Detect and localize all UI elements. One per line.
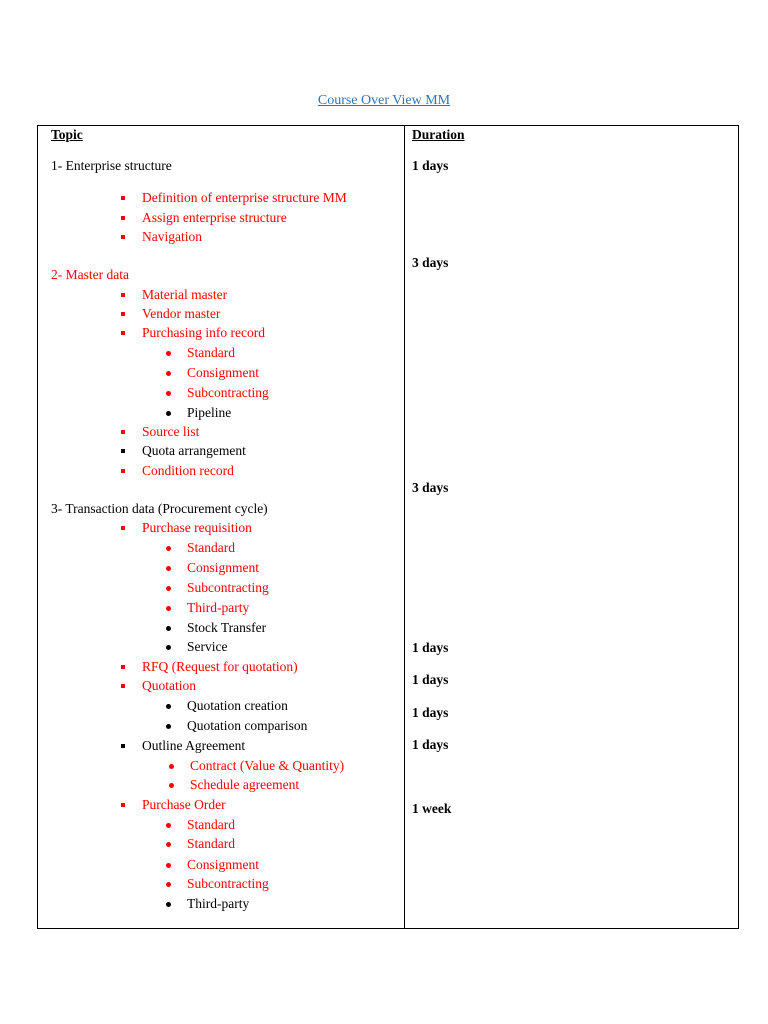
list-item: Condition record bbox=[142, 463, 234, 478]
list-item: Vendor master bbox=[142, 306, 221, 321]
duration-value: 3 days bbox=[412, 255, 449, 270]
dot-bullet-icon bbox=[169, 764, 174, 769]
column-divider bbox=[404, 125, 405, 929]
list-item: Schedule agreement bbox=[190, 777, 300, 792]
list-item: Contract (Value & Quantity) bbox=[190, 758, 345, 773]
section-heading: 2- Master data bbox=[51, 267, 129, 282]
duration-value: 1 days bbox=[412, 705, 449, 720]
section-heading: 3- Transaction data (Procurement cycle) bbox=[51, 501, 268, 516]
dot-bullet-icon bbox=[166, 626, 171, 631]
section-heading: 1- Enterprise structure bbox=[51, 158, 172, 173]
duration-value: 1 days bbox=[412, 737, 449, 752]
list-item: Standard bbox=[187, 345, 235, 360]
dot-bullet-icon bbox=[166, 863, 171, 868]
duration-value: 1 days bbox=[412, 672, 449, 687]
list-item: Consignment bbox=[187, 365, 260, 380]
square-bullet-icon bbox=[121, 665, 125, 669]
square-bullet-icon bbox=[121, 331, 125, 335]
list-item: Quotation creation bbox=[187, 698, 288, 713]
list-item: Third-party bbox=[187, 600, 250, 615]
dot-bullet-icon bbox=[166, 882, 171, 887]
dot-bullet-icon bbox=[166, 902, 171, 907]
list-item: Subcontracting bbox=[187, 580, 269, 595]
list-item: Assign enterprise structure bbox=[142, 210, 287, 225]
square-bullet-icon bbox=[121, 469, 125, 473]
list-item: Third-party bbox=[187, 896, 250, 911]
list-item: Subcontracting bbox=[187, 876, 269, 891]
dot-bullet-icon bbox=[166, 586, 171, 591]
list-item: Pipeline bbox=[187, 405, 232, 420]
list-item: Stock Transfer bbox=[187, 620, 267, 635]
dot-bullet-icon bbox=[166, 411, 171, 416]
dot-bullet-icon bbox=[166, 351, 171, 356]
list-item: Definition of enterprise structure MM bbox=[142, 190, 347, 205]
list-item: Standard bbox=[187, 817, 235, 832]
square-bullet-icon bbox=[121, 684, 125, 688]
list-item: Quota arrangement bbox=[142, 443, 246, 458]
dot-bullet-icon bbox=[166, 371, 171, 376]
list-item: Consignment bbox=[187, 560, 260, 575]
list-item: Source list bbox=[142, 424, 200, 439]
list-item: Quotation bbox=[142, 678, 196, 693]
square-bullet-icon bbox=[121, 744, 125, 748]
list-item: Purchase Order bbox=[142, 797, 226, 812]
list-item: Quotation comparison bbox=[187, 718, 308, 733]
dot-bullet-icon bbox=[166, 606, 171, 611]
dot-bullet-icon bbox=[166, 724, 171, 729]
list-item: Outline Agreement bbox=[142, 738, 246, 753]
square-bullet-icon bbox=[121, 196, 125, 200]
list-item: Consignment bbox=[187, 857, 260, 872]
course-title: Course Over View MM bbox=[317, 93, 451, 108]
list-item: Service bbox=[187, 639, 228, 654]
dot-bullet-icon bbox=[169, 783, 174, 788]
dot-bullet-icon bbox=[166, 566, 171, 571]
square-bullet-icon bbox=[121, 430, 125, 434]
list-item: Subcontracting bbox=[187, 385, 269, 400]
square-bullet-icon bbox=[121, 312, 125, 316]
list-item: Purchase requisition bbox=[142, 520, 252, 535]
duration-value: 1 week bbox=[412, 801, 452, 816]
list-item: RFQ (Request for quotation) bbox=[142, 659, 298, 674]
square-bullet-icon bbox=[121, 235, 125, 239]
dot-bullet-icon bbox=[166, 645, 171, 650]
dot-bullet-icon bbox=[166, 391, 171, 396]
dot-bullet-icon bbox=[166, 823, 171, 828]
square-bullet-icon bbox=[121, 526, 125, 530]
list-item: Purchasing info record bbox=[142, 325, 265, 340]
square-bullet-icon bbox=[121, 803, 125, 807]
dot-bullet-icon bbox=[166, 842, 171, 847]
duration-value: 1 days bbox=[412, 158, 449, 173]
list-item: Standard bbox=[187, 540, 235, 555]
duration-value: 3 days bbox=[412, 480, 449, 495]
dot-bullet-icon bbox=[166, 546, 171, 551]
square-bullet-icon bbox=[121, 216, 125, 220]
dot-bullet-icon bbox=[166, 704, 171, 709]
duration-value: 1 days bbox=[412, 640, 449, 655]
square-bullet-icon bbox=[121, 293, 125, 297]
duration-header: Duration bbox=[412, 127, 465, 142]
list-item: Material master bbox=[142, 287, 228, 302]
topic-header: Topic bbox=[51, 127, 83, 142]
square-bullet-icon bbox=[121, 449, 125, 453]
list-item: Standard bbox=[187, 836, 235, 851]
list-item: Navigation bbox=[142, 229, 202, 244]
